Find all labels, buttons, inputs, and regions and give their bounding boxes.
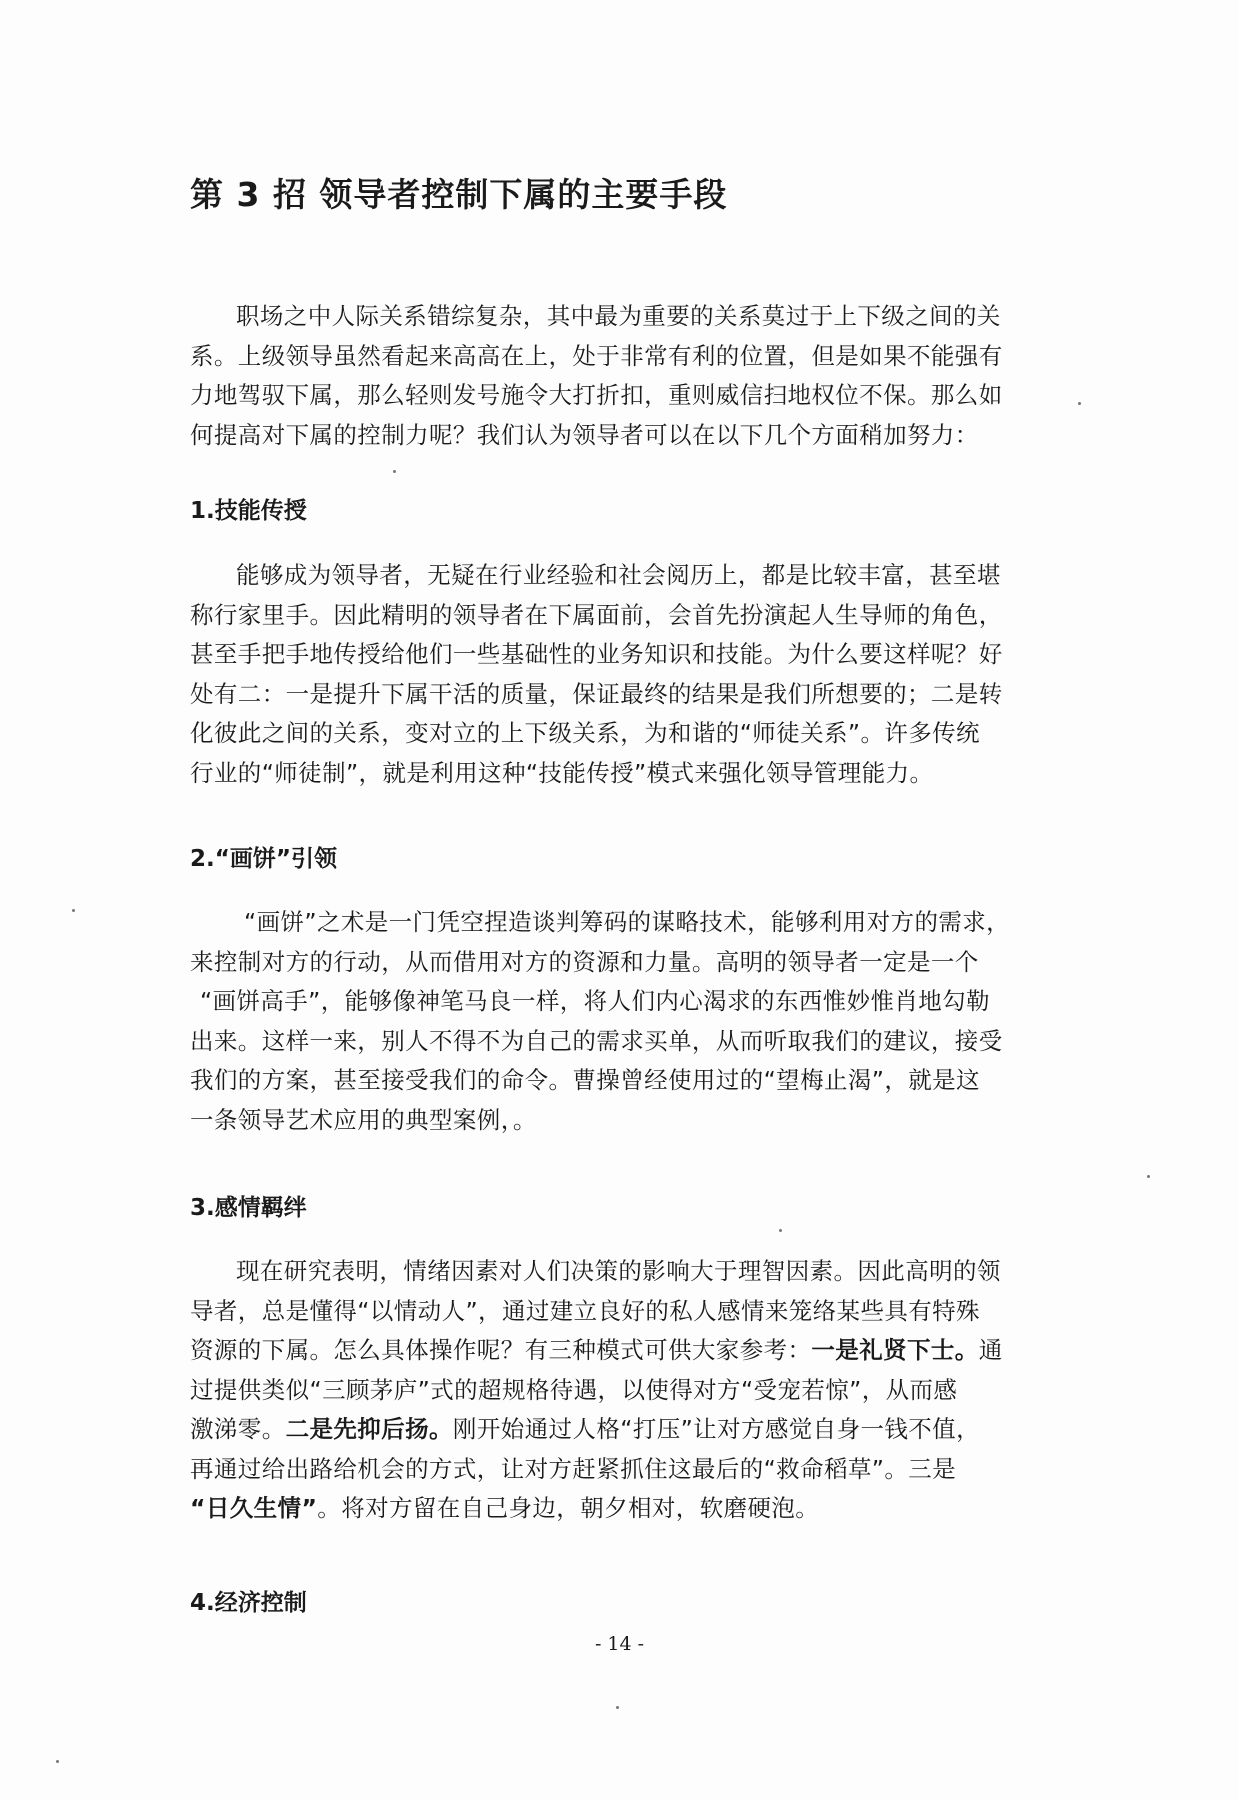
paragraph-line: 处有二：一是提升下属干活的质量，保证最终的结果是我们所想要的；二是转 [190,679,1003,708]
paragraph-line: 力地驾驭下属，那么轻则发号施令大打折扣，重则威信扫地权位不保。那么如 [190,381,1003,409]
paragraph-line: 甚至手把手地传授给他们一些基础性的业务知识和技能。为什么要这样呢？好 [190,640,1003,668]
paragraph-line: 系。上级领导虽然看起来高高在上，处于非常有利的位置，但是如果不能强有 [190,341,1003,370]
paragraph-line: 再通过给出路给机会的方式，让对方赶紧抓住这最后的“救命稻草”。三是 [190,1454,957,1483]
paragraph-line: 过提供类似“三顾茅庐”式的超规格待遇，以使得对方“受宠若惊”，从而感 [190,1375,958,1404]
text-run: 通 [978,1336,1003,1364]
scan-speck [56,1760,59,1763]
section-heading-skill-transfer: 1.技能传授 [190,498,307,524]
scan-speck [1147,1175,1150,1178]
text-run: 刚开始通过人格“打压”让对方感觉自身一钱不值， [452,1415,980,1443]
paragraph-line: 导者，总是懂得“以情动人”，通过建立良好的私人感情来笼络某些具有特殊 [190,1296,980,1325]
section-1-paragraph [190,556,1003,793]
section-heading-emotional-bond: 3.感情羁绊 [190,1195,307,1221]
scan-speck [1078,402,1081,405]
page-number: - 14 - [594,1633,645,1655]
section-heading-economic-control: 4.经济控制 [190,1590,307,1616]
text-run: 激涕零。 [190,1415,286,1443]
intro-paragraph [190,297,1003,455]
section-3-paragraph [190,1252,1003,1529]
paragraph-line: 行业的“师徒制”，就是利用这种“技能传授”模式来强化领导管理能力。 [190,758,934,787]
scan-speck [779,1229,782,1232]
paragraph-line: 能够成为领导者，无疑在行业经验和社会阅历上，都是比较丰富，甚至堪 [236,561,1001,589]
paragraph-line: 出来。这样一来，别人不得不为自己的需求买单，从而听取我们的建议，接受 [190,1026,1003,1055]
section-2-paragraph [190,903,1010,1140]
text-run: 资源的下属。怎么具体操作呢？有三种模式可供大家参考： [190,1336,812,1364]
paragraph-line: 来控制对方的行动，从而借用对方的资源和力量。高明的领导者一定是一个 [190,947,979,976]
emphasis-mode-three: “日久生情” [190,1494,318,1522]
paragraph-line [190,1489,1003,1529]
paragraph-line: 化彼此之间的关系，变对立的上下级关系，为和谐的“师徒关系”。许多传统 [190,719,980,747]
paragraph-line: 何提高对下属的控制力呢？我们认为领导者可以在以下几个方面稍加努力： [190,420,979,449]
paragraph-line: 一条领导艺术应用的典型案例，。 [190,1105,537,1134]
paragraph-line: 称行家里手。因此精明的领导者在下属面前，会首先扮演起人生导师的角色， [190,600,1003,629]
paragraph-line: 职场之中人际关系错综复杂，其中最为重要的关系莫过于上下级之间的关 [236,302,1001,330]
section-heading-drawing-pie: 2.“画饼”引领 [190,846,337,872]
paragraph-line: “画饼高手”，能够像神笔马良一样，将人们内心渴求的东西惟妙惟肖地勾勒 [200,987,990,1015]
paragraph-line [190,1331,1003,1371]
text-run: 。将对方留在自己身边，朝夕相对，软磨硬泡。 [317,1494,820,1522]
scan-speck [393,470,396,473]
scan-speck [72,909,75,912]
page-title: 第 3 招 领导者控制下属的主要手段 [190,175,728,214]
paragraph-line [190,1410,1003,1450]
paragraph-line: 我们的方案，甚至接受我们的命令。曹操曾经使用过的“望梅止渴”，就是这 [190,1066,980,1094]
paragraph-line: 现在研究表明，情绪因素对人们决策的影响大于理智因素。因此高明的领 [236,1257,1001,1285]
scan-speck [616,1706,619,1709]
emphasis-mode-two: 二是先抑后扬。 [285,1415,453,1443]
emphasis-mode-one: 一是礼贤下士。 [811,1336,979,1364]
paragraph-line: “画饼”之术是一门凭空捏造谈判筹码的谋略技术，能够利用对方的需求， [244,908,1011,936]
